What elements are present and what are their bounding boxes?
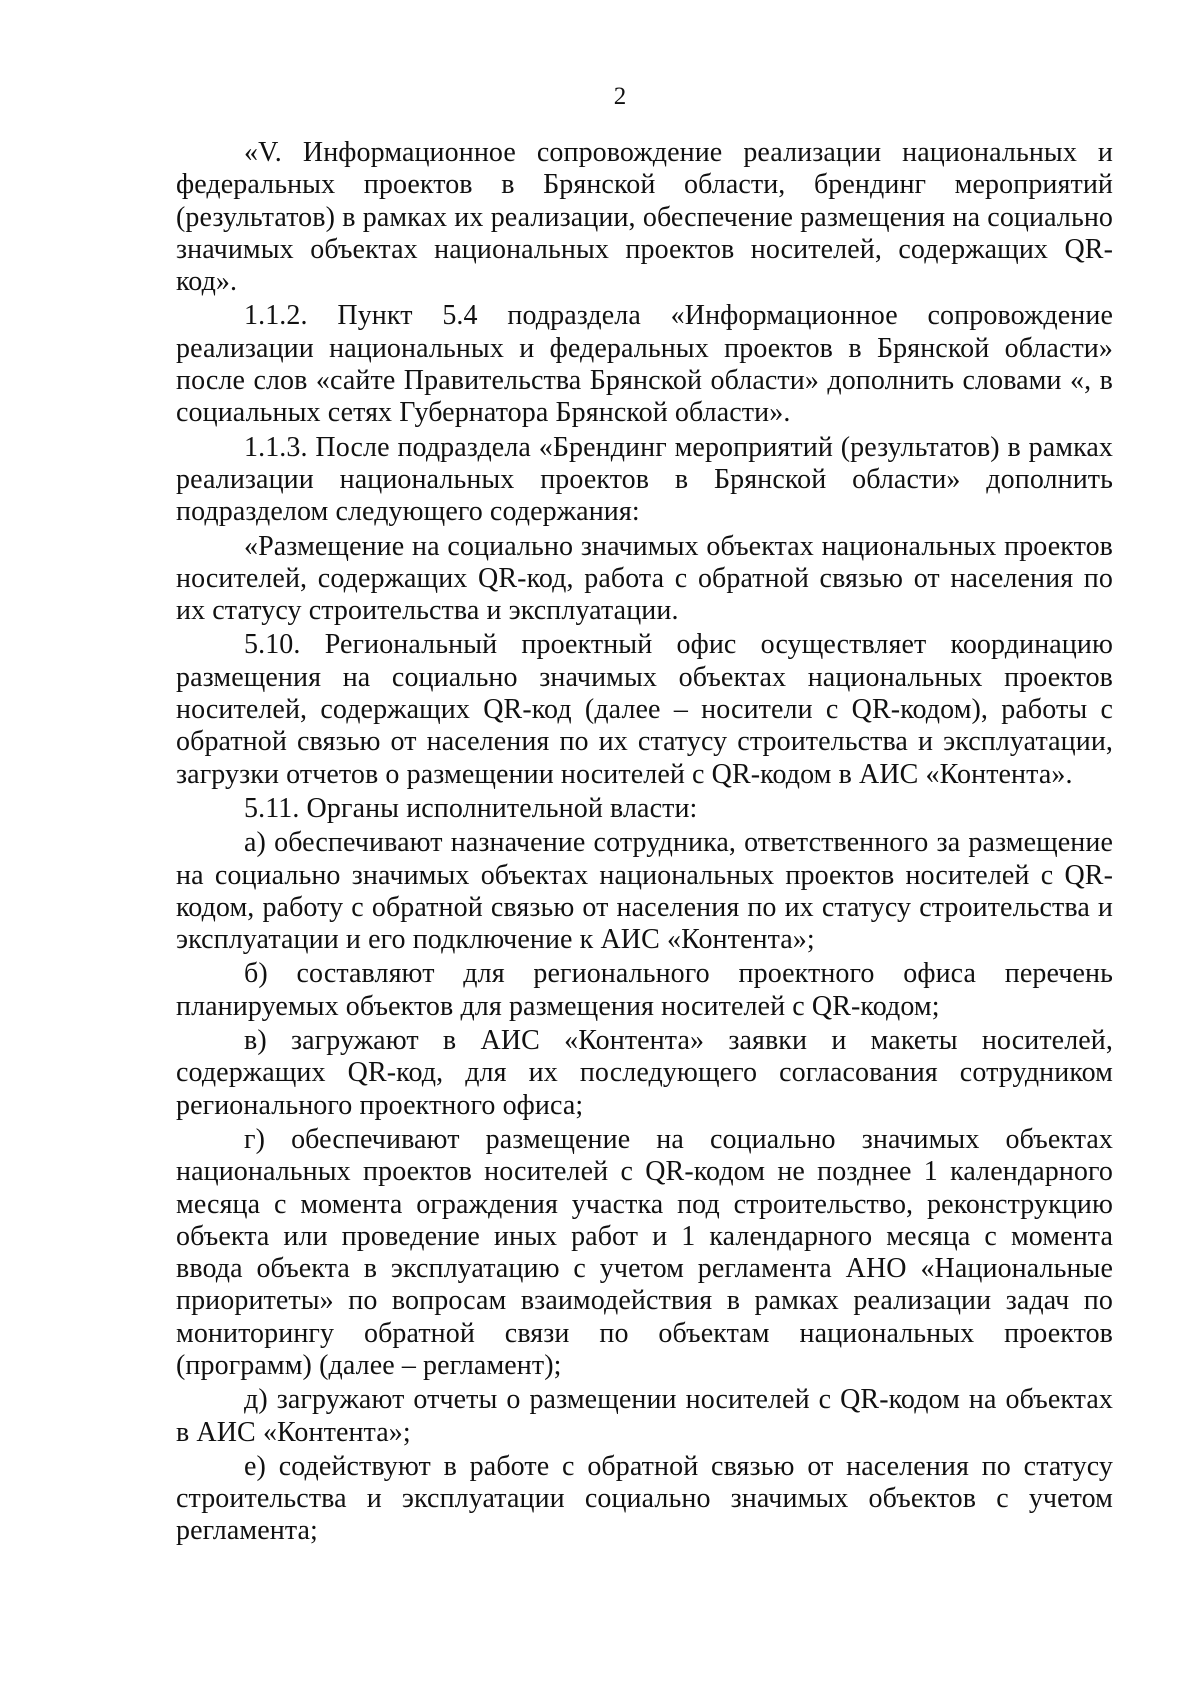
list-item-e: е) содействуют в работе с обратной связью от населения по статусу строительства и эксплуатации социально значимых объектов с учетом регламента; [176, 1450, 1113, 1547]
paragraph-5-11: 5.11. Органы исполнительной власти: [244, 792, 698, 824]
list-item-d: д) загружают отчеты о размещении носителей с QR-кодом на объектах в АИС «Контента»; [176, 1384, 1113, 1448]
list-item-a: а) обеспечивают назначение сотрудника, ответственного за размещение на социально значимых объектах национальных проектов носителей с QR-кодом, работу с обратной связью от населения по их статусу строительства и эксплуатации и его подключение к АИС «Контента»; [176, 827, 1113, 956]
paragraph-section-v-title: «V. Информационное сопровождение реализации национальных и федеральных проектов в Брянской области, брендинг мероприятий (результатов) в рамках их реализации, обеспечение размещения на социально значимых объектах национальных проектов носителей, содержащих QR-код». [176, 137, 1113, 298]
page-number: 2 [613, 83, 627, 110]
paragraph-subsection-title: «Размещение на социально значимых объектах национальных проектов носителей, содержащих QR-код, работа с обратной связью от населения по их статусу строительства и эксплуатации. [176, 530, 1113, 627]
list-item-g: г) обеспечивают размещение на социально значимых объектах национальных проектов носителей с QR-кодом не позднее 1 календарного месяца с момента ограждения участка под строительство, реконструкцию объекта или проведение иных работ и 1 календарного месяца с момента ввода объекта в эксплуатацию с учетом регламента АНО «Национальные приоритеты» по вопросам взаимодействия в рамках реализации задач по мониторингу обратной связи по объектам национальных проектов (программ) (далее – регламент); [176, 1123, 1113, 1381]
list-item-v: в) загружают в АИС «Контента» заявки и макеты носителей, содержащих QR-код, для их последующего согласования сотрудником регионального проектного офиса; [176, 1025, 1113, 1121]
document-body [176, 137, 1113, 1550]
paragraph-5-10: 5.10. Региональный проектный офис осуществляет координацию размещения на социально значимых объектах национальных проектов носителей, содержащих QR-код (далее – носители с QR-кодом), работы с обратной связью от населения по их статусу строительства и эксплуатации, загрузки отчетов о размещении носителей с QR-кодом в АИС «Контента». [176, 629, 1113, 790]
paragraph-1-1-3: 1.1.3. После подраздела «Брендинг мероприятий (результатов) в рамках реализации национальных проектов в Брянской области» дополнить подразделом следующего содержания: [176, 431, 1113, 528]
list-item-b: б) составляют для регионального проектного офиса перечень планируемых объектов для размещения носителей с QR-кодом; [176, 958, 1113, 1022]
paragraph-1-1-2: 1.1.2. Пункт 5.4 подраздела «Информационное сопровождение реализации национальных и федеральных проектов в Брянской области» после слов «сайте Правительства Брянской области» дополнить словами «, в социальных сетях Губернатора Брянской области». [176, 300, 1113, 429]
